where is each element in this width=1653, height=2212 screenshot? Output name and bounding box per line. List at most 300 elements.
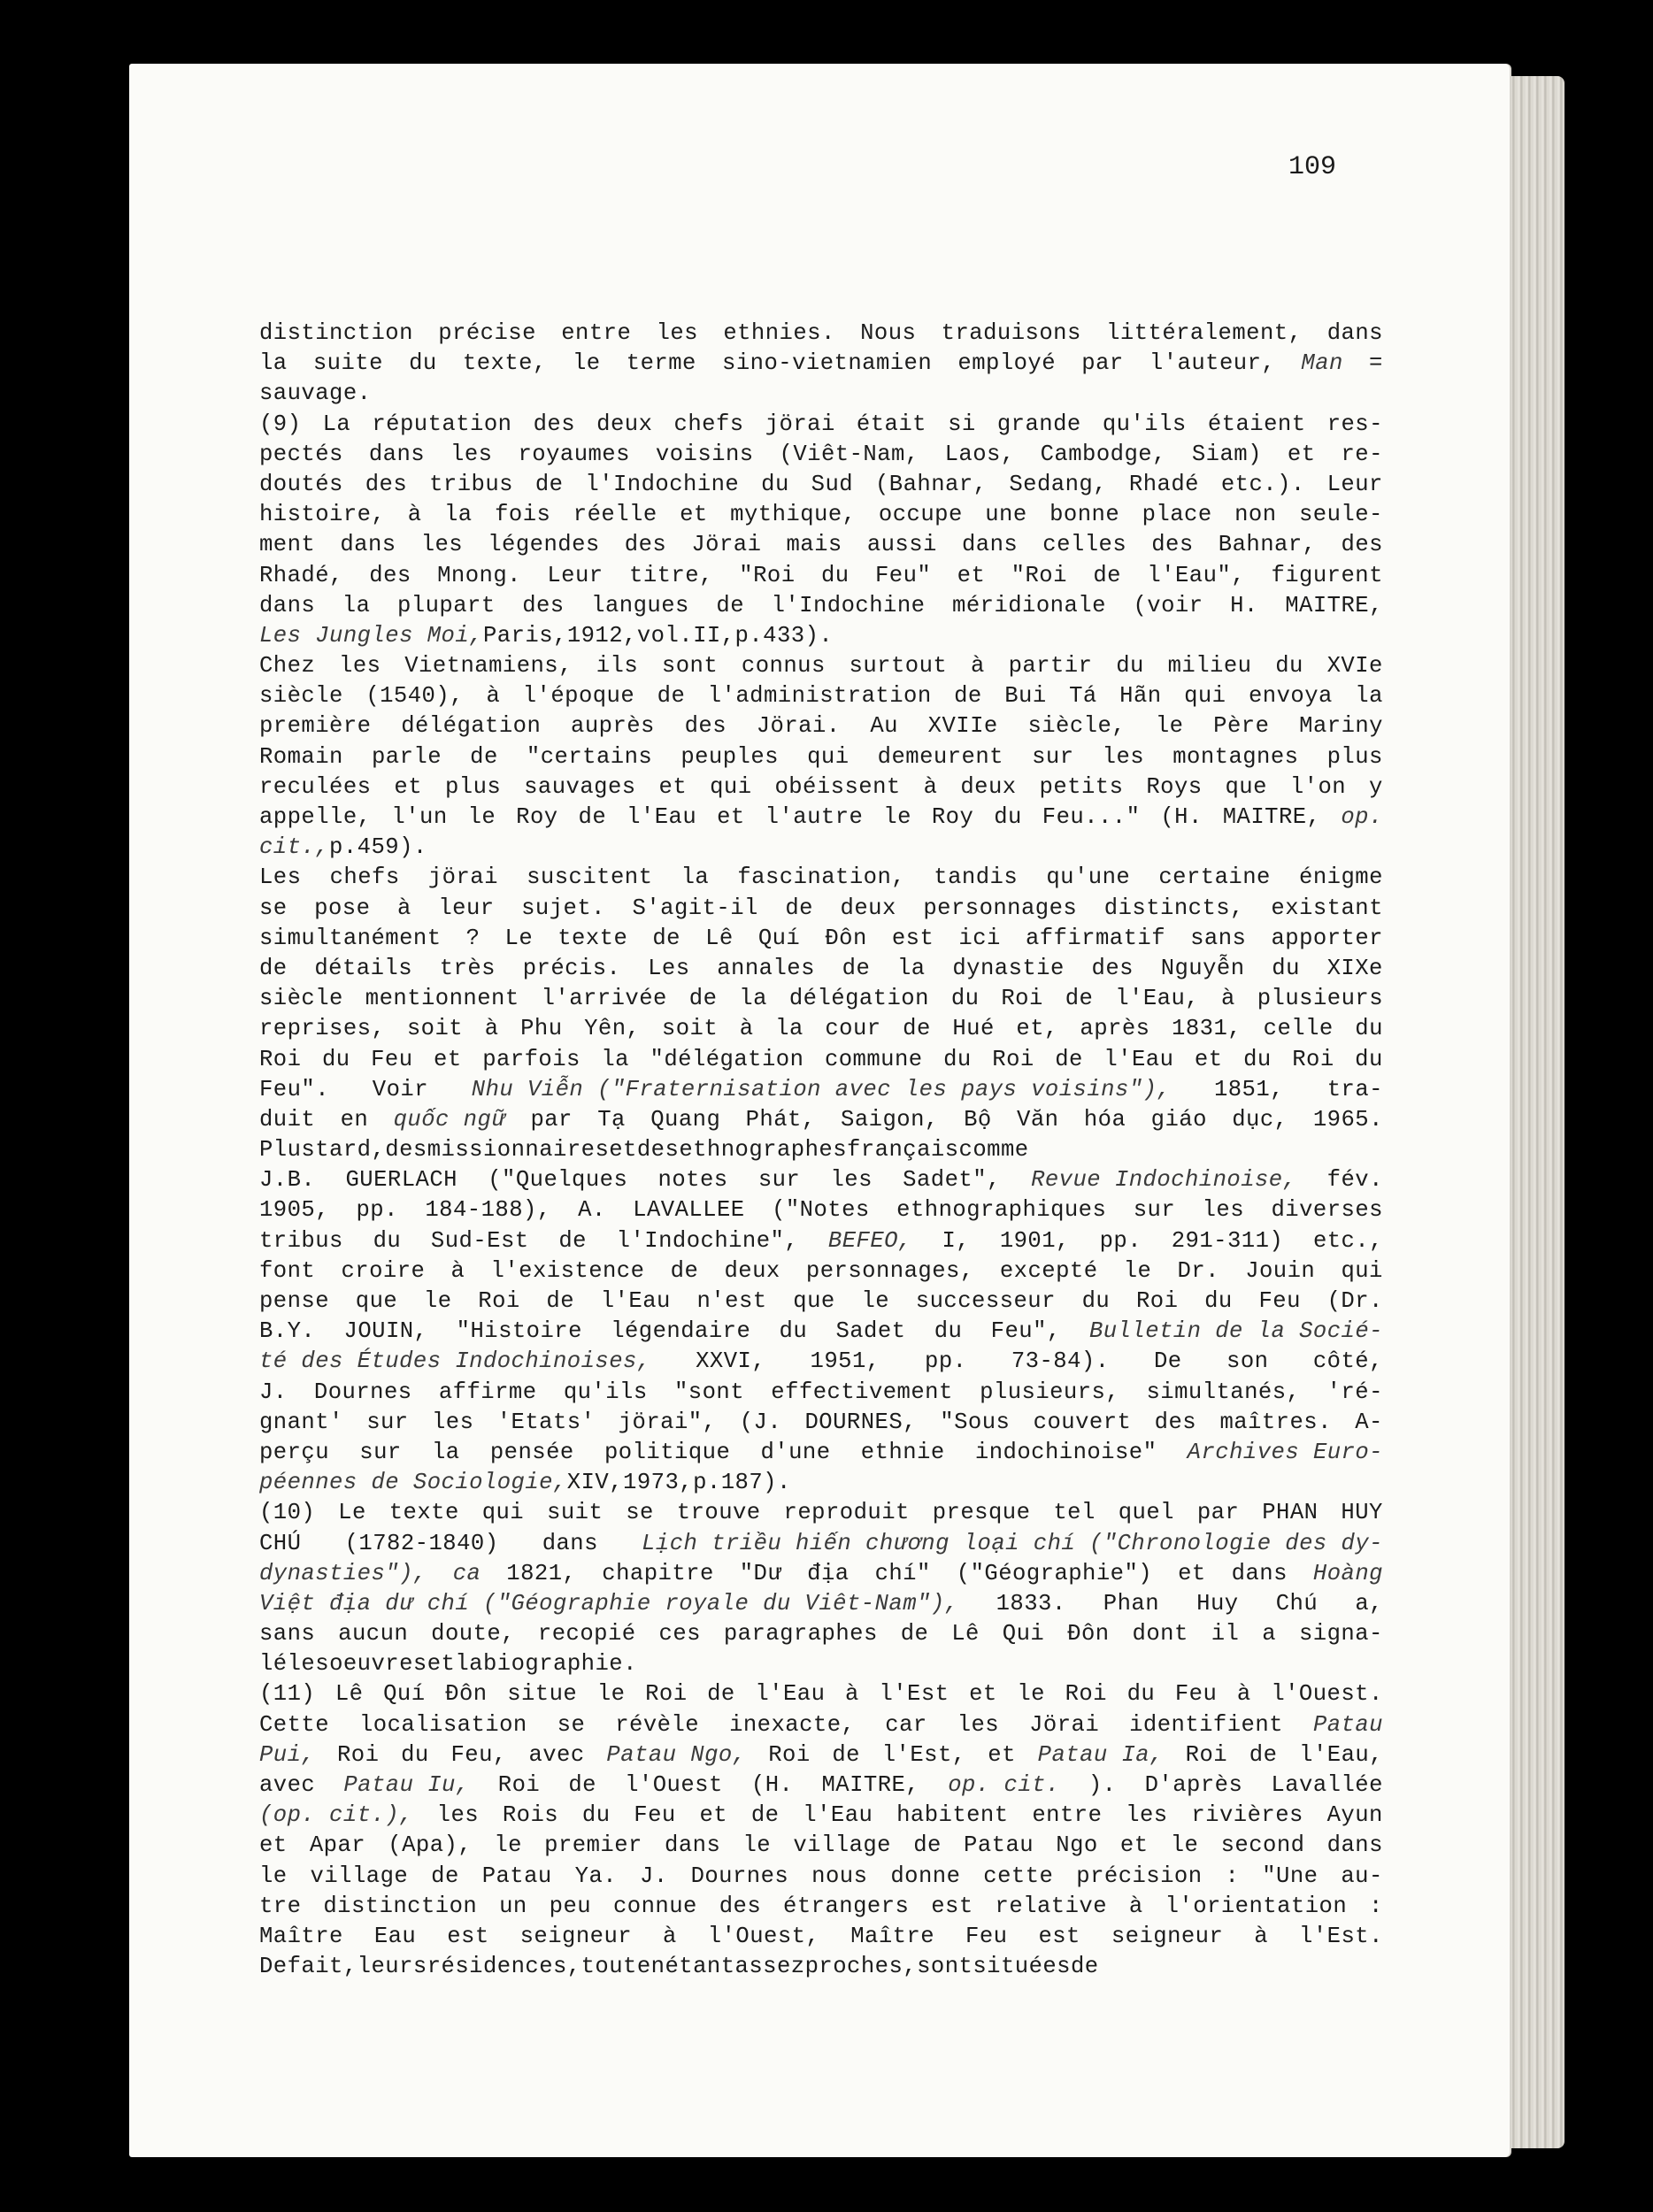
word: avec <box>259 1772 316 1798</box>
word: deux <box>960 773 1017 800</box>
word: les <box>287 1651 330 1678</box>
word: étrangers <box>783 1893 910 1919</box>
word: Patau <box>964 1832 1034 1859</box>
word: texte <box>388 1500 459 1526</box>
word: et <box>609 1137 637 1164</box>
word: au- <box>1341 1863 1383 1889</box>
word: du <box>943 1046 972 1072</box>
word: celles <box>1042 532 1127 558</box>
word: est <box>447 1923 489 1949</box>
word: Maître <box>259 1923 343 1949</box>
word: l'Indochine <box>771 592 926 618</box>
word: des <box>369 562 411 588</box>
word: du <box>820 562 850 588</box>
text-line <box>259 984 1383 1014</box>
word: village <box>310 1863 409 1889</box>
word: dont <box>1132 1621 1188 1647</box>
word: car <box>885 1711 927 1738</box>
word: (9) <box>259 411 302 437</box>
word: de <box>1055 1046 1083 1072</box>
word: partir <box>1008 653 1093 680</box>
word: l'Ouest, <box>707 1923 820 1949</box>
word: : <box>1225 1863 1240 1889</box>
word: (1540), <box>365 683 464 710</box>
word: couvert <box>1033 1409 1132 1435</box>
word: politique <box>604 1439 731 1465</box>
word: reproduit <box>783 1500 910 1526</box>
word: l'Est, <box>881 1741 966 1768</box>
word: Jörai <box>1029 1711 1100 1738</box>
word: à <box>484 1016 499 1042</box>
word: Père <box>1213 713 1270 740</box>
word: ("Notes <box>772 1197 870 1224</box>
word: fév. <box>1326 1167 1383 1194</box>
word: de <box>716 592 745 618</box>
word: 1821, <box>506 1560 577 1586</box>
word: chapitre <box>602 1560 714 1586</box>
word: Vietnamiens, <box>404 653 573 680</box>
word: du <box>1204 1288 1233 1314</box>
text-line <box>259 803 1383 833</box>
word: XIV, <box>566 1470 624 1496</box>
text-line <box>259 500 1383 530</box>
text-line <box>259 1529 1383 1559</box>
text-line <box>259 772 1383 803</box>
word: le <box>1155 713 1184 740</box>
word: des <box>522 592 565 618</box>
word: qu'ils <box>563 1379 648 1405</box>
word: plus <box>1326 743 1383 770</box>
word: deux <box>840 895 896 921</box>
word: de <box>470 743 498 770</box>
word: le <box>861 1288 890 1314</box>
word: qui <box>807 743 850 770</box>
word: chí" <box>874 1560 931 1586</box>
word: dans <box>961 532 1019 558</box>
word: Le <box>504 925 534 951</box>
word: les <box>339 653 381 680</box>
word: texte, <box>462 350 547 377</box>
word: par <box>530 1106 573 1133</box>
word: giáo <box>1150 1106 1207 1133</box>
word: Jörai <box>691 532 762 558</box>
word: de <box>750 1802 780 1829</box>
text-line <box>259 1135 1383 1165</box>
text-line <box>259 1195 1383 1225</box>
word: dans <box>542 1530 598 1556</box>
word: résidences, <box>427 1954 581 1980</box>
word: Roi <box>992 1046 1034 1072</box>
word: A- <box>1355 1409 1383 1435</box>
word: Patau Iu, <box>343 1772 470 1798</box>
word: JOUIN, <box>343 1318 428 1345</box>
word: village <box>793 1832 891 1859</box>
word: le <box>1123 1257 1152 1284</box>
word: seigneur <box>1111 1923 1224 1949</box>
word: sur <box>359 1439 402 1465</box>
word: font <box>259 1257 316 1284</box>
word: des <box>636 1137 680 1164</box>
word: jörai <box>765 411 835 437</box>
word: Dournes <box>690 1863 789 1889</box>
word: sont <box>917 1954 973 1980</box>
word: l'Eau <box>803 1802 873 1829</box>
word: à <box>1128 1893 1143 1919</box>
word: Nguyễn <box>1160 955 1245 981</box>
word: du <box>373 1227 402 1254</box>
word: inexacte, <box>729 1711 856 1738</box>
word: de <box>913 1832 942 1859</box>
word: et, <box>1016 1016 1058 1042</box>
word: Sedang, <box>1009 471 1108 497</box>
word: 433 <box>763 622 805 649</box>
word: les <box>1102 743 1145 770</box>
word: situées <box>973 1954 1071 1980</box>
word: dans <box>665 1832 721 1859</box>
word: fascination, <box>737 864 906 891</box>
word: par <box>1196 1500 1240 1526</box>
word: qu'une <box>1046 864 1131 891</box>
word: français <box>847 1137 959 1164</box>
word: 1833. <box>996 1590 1066 1617</box>
word: 1901, <box>999 1227 1070 1254</box>
word: etc.). <box>1220 471 1305 497</box>
word: par <box>1081 350 1124 377</box>
word: de <box>670 1257 699 1284</box>
word: de <box>657 683 686 710</box>
word: affirmatif <box>1025 925 1166 951</box>
word: (op. cit.), <box>259 1802 413 1829</box>
word: annales <box>717 955 815 981</box>
word: sont <box>661 653 719 680</box>
word: ? <box>465 925 481 951</box>
word: précis. <box>522 955 621 981</box>
word: 'Etats' <box>496 1409 596 1435</box>
word: et <box>988 1741 1016 1768</box>
word: B.Y. <box>259 1318 316 1345</box>
word: place <box>1142 502 1212 528</box>
word: signa- <box>1298 1621 1383 1647</box>
word: l'Eau <box>1103 1046 1174 1072</box>
word: à <box>1236 1681 1251 1708</box>
word: duit <box>259 1106 316 1133</box>
word: et <box>658 773 688 800</box>
word: de <box>832 1741 860 1768</box>
word: du <box>1355 1046 1383 1072</box>
word: en <box>636 1954 665 1980</box>
word: l'Ouest. <box>1271 1681 1383 1708</box>
word: reprises, <box>259 1016 386 1042</box>
word: Roi <box>1135 1288 1179 1314</box>
word: sur <box>366 1409 409 1435</box>
word: l'Eau, <box>1299 1741 1383 1768</box>
word: auprès <box>571 713 655 740</box>
word: Laos, <box>944 441 1015 467</box>
word: plupart <box>396 592 496 618</box>
word: occupe <box>878 502 963 528</box>
word: distincts, <box>1103 895 1244 921</box>
text-line <box>259 924 1383 954</box>
word: réelle <box>573 502 657 528</box>
word: sans <box>259 1621 316 1647</box>
word: de <box>568 1772 596 1798</box>
word: H. <box>1230 592 1258 618</box>
word: et <box>1178 1560 1206 1586</box>
word: surtout <box>849 653 948 680</box>
word: distinction <box>323 1893 478 1919</box>
word: du <box>779 1318 808 1345</box>
word: gnant' <box>259 1409 343 1435</box>
word: dynasties"), <box>259 1560 427 1586</box>
word: le <box>572 350 601 377</box>
text-line <box>259 1468 1383 1498</box>
word: Phan <box>1103 1590 1160 1617</box>
word: (Bahnar, <box>874 471 988 497</box>
word: du <box>1126 1681 1156 1708</box>
word: seule- <box>1299 502 1383 528</box>
word: Au <box>870 713 898 740</box>
word: 1905, <box>259 1197 330 1224</box>
word: Chez <box>259 653 316 680</box>
word: 184-188), <box>425 1197 551 1224</box>
text-line <box>259 833 1383 863</box>
word: Roys <box>1146 773 1203 800</box>
word: mais <box>786 532 842 558</box>
word: Jörai. <box>756 713 841 740</box>
word: et <box>1194 1046 1223 1072</box>
word: le <box>467 804 496 830</box>
word: est <box>1038 1923 1080 1949</box>
word: địa <box>807 1560 850 1586</box>
word: Mnong. <box>437 562 521 588</box>
text-line <box>259 1559 1383 1589</box>
word: re- <box>1341 441 1383 467</box>
word: premier <box>544 1832 642 1859</box>
text-line <box>259 621 1383 651</box>
word: La <box>322 411 351 437</box>
word: Quang <box>650 1106 721 1133</box>
word: tout <box>580 1954 637 1980</box>
word: A. <box>578 1197 606 1224</box>
word: Roi <box>645 1681 688 1708</box>
word: péennes de Sociologie, <box>259 1470 567 1496</box>
word: Patau <box>1312 1711 1383 1738</box>
word: les <box>450 441 493 467</box>
word: qui <box>710 773 752 800</box>
word: personnages <box>923 895 1078 921</box>
text-line <box>259 1801 1383 1831</box>
word: l'Eau <box>755 1681 826 1708</box>
word: non <box>1234 502 1277 528</box>
word: certaine <box>1158 864 1271 891</box>
word: Feu" <box>874 562 932 588</box>
word: Roi <box>259 1046 302 1072</box>
word: de <box>558 1227 587 1254</box>
word: personnages, <box>805 1257 974 1284</box>
word: DOURNES, <box>804 1409 917 1435</box>
word: a, <box>1355 1590 1383 1617</box>
word: ces <box>658 1621 701 1647</box>
word: p. <box>329 834 358 861</box>
word: situe <box>507 1681 578 1708</box>
word: relative <box>995 1893 1108 1919</box>
word: Yên, <box>584 1016 641 1042</box>
text-line <box>259 954 1383 984</box>
word: GUERLACH <box>345 1167 457 1194</box>
text-line <box>259 1105 1383 1135</box>
word: perçu <box>259 1439 330 1465</box>
word: des <box>684 713 727 740</box>
word: ca <box>452 1560 481 1586</box>
word: côté, <box>1312 1348 1383 1375</box>
word: S'agit-il <box>632 895 758 921</box>
word: 1912, <box>566 622 637 649</box>
word: nous <box>811 1863 868 1889</box>
word: de <box>1071 1954 1099 1980</box>
word: pense <box>259 1288 330 1314</box>
word: res- <box>1326 411 1383 437</box>
word: l'époque <box>522 683 635 710</box>
word: n'est <box>696 1288 767 1314</box>
word: des <box>365 471 408 497</box>
word: du <box>1243 1046 1272 1072</box>
word: que <box>1225 773 1267 800</box>
word: délégation <box>401 713 542 740</box>
text-line <box>259 1286 1383 1317</box>
text-line <box>259 1014 1383 1044</box>
word: Sud <box>811 471 854 497</box>
word: jörai <box>427 864 498 891</box>
word: (1782-1840) <box>344 1530 499 1556</box>
word: et <box>1119 1832 1149 1859</box>
word: a <box>1262 1621 1277 1647</box>
word: 291-311) <box>1171 1227 1284 1254</box>
word: l'Eau <box>627 804 697 830</box>
word: suscitent <box>527 864 653 891</box>
word: le <box>742 1832 772 1859</box>
word: Rois <box>502 1802 559 1829</box>
word: Le <box>338 1500 366 1526</box>
word: la <box>455 1651 483 1678</box>
word: tre <box>259 1893 302 1919</box>
word: la <box>444 502 473 528</box>
word: Dr. <box>1177 1257 1219 1284</box>
word: tandis <box>934 864 1019 891</box>
word: un <box>499 1893 527 1919</box>
word: à <box>407 502 422 528</box>
word: Lịch triều hiến chương loại chí ("Chronologie des dy- <box>642 1530 1383 1556</box>
text-line <box>259 379 1383 409</box>
word: le <box>596 1681 626 1708</box>
word: "Sous <box>940 1409 1011 1435</box>
word: les <box>1202 1197 1245 1224</box>
word: Tạ <box>597 1106 626 1133</box>
word: Patau Ngo, <box>606 1741 747 1768</box>
word: à <box>1254 1923 1269 1949</box>
word: de <box>842 955 871 981</box>
word: se <box>626 1500 654 1526</box>
word: localisation <box>359 1711 527 1738</box>
word: pensée <box>489 1439 574 1465</box>
word: que <box>793 1288 835 1314</box>
word: et <box>259 1832 288 1859</box>
word: du <box>321 1046 350 1072</box>
word: Cambodge, <box>1040 441 1166 467</box>
word: le <box>494 1832 522 1859</box>
word: du <box>581 1802 611 1829</box>
word: une <box>985 502 1027 528</box>
word: ici <box>958 925 1001 951</box>
text-line <box>259 1438 1383 1468</box>
word: Lavallée <box>1271 1772 1383 1798</box>
word: plus <box>444 773 502 800</box>
word: missionnaires <box>427 1137 610 1164</box>
text-line <box>259 1408 1383 1438</box>
word: ethnie <box>860 1439 945 1465</box>
word: Patau Ia, <box>1037 1741 1164 1768</box>
word: légendaire <box>611 1318 751 1345</box>
word: pp. <box>1099 1227 1142 1254</box>
word: reculées <box>259 773 372 800</box>
word: vol. <box>636 622 694 649</box>
text-line <box>259 1165 1383 1195</box>
word: "sont <box>673 1379 744 1405</box>
word: Patau <box>481 1863 552 1889</box>
word: siècle <box>259 683 343 710</box>
word: J.B. <box>259 1167 316 1194</box>
word: la <box>775 1016 803 1042</box>
word: révèle <box>615 1711 700 1738</box>
word: grande <box>996 411 1081 437</box>
word: Revue Indochinoise, <box>1031 1167 1297 1194</box>
word: délégation <box>788 986 929 1012</box>
word: I, <box>942 1227 971 1254</box>
word: Les <box>259 864 302 891</box>
word: et <box>427 1651 456 1678</box>
word: le <box>259 1863 288 1889</box>
word: langues <box>591 592 689 618</box>
word: apporter <box>1271 925 1383 951</box>
word: Paris, <box>482 622 567 649</box>
word: Lê <box>334 1681 364 1708</box>
word: Feu..." <box>1042 804 1141 830</box>
word: excepté <box>999 1257 1098 1284</box>
word: Phu <box>520 1016 563 1042</box>
word: peu <box>549 1893 592 1919</box>
word: : <box>1369 1893 1383 1919</box>
text-line <box>259 1317 1383 1347</box>
word: té des Études Indochinoises, <box>259 1348 651 1375</box>
word: J. <box>259 1379 288 1405</box>
text-line <box>259 651 1383 681</box>
word: de <box>1065 986 1094 1012</box>
text-line <box>259 1679 1383 1709</box>
word: très <box>439 955 496 981</box>
text-line <box>259 410 1383 440</box>
word: ment <box>259 532 316 558</box>
word: deux <box>596 411 653 437</box>
word: des <box>1151 532 1194 558</box>
text-line <box>259 1740 1383 1770</box>
text-line <box>259 1710 1383 1740</box>
text-line <box>259 1892 1383 1922</box>
word: Sud-Est <box>430 1227 529 1254</box>
text-line <box>259 1952 1383 1982</box>
word: indochinoise" <box>974 1439 1157 1465</box>
word: Feu <box>1174 1681 1218 1708</box>
text-line <box>259 1589 1383 1619</box>
word: 1973, <box>623 1470 694 1496</box>
